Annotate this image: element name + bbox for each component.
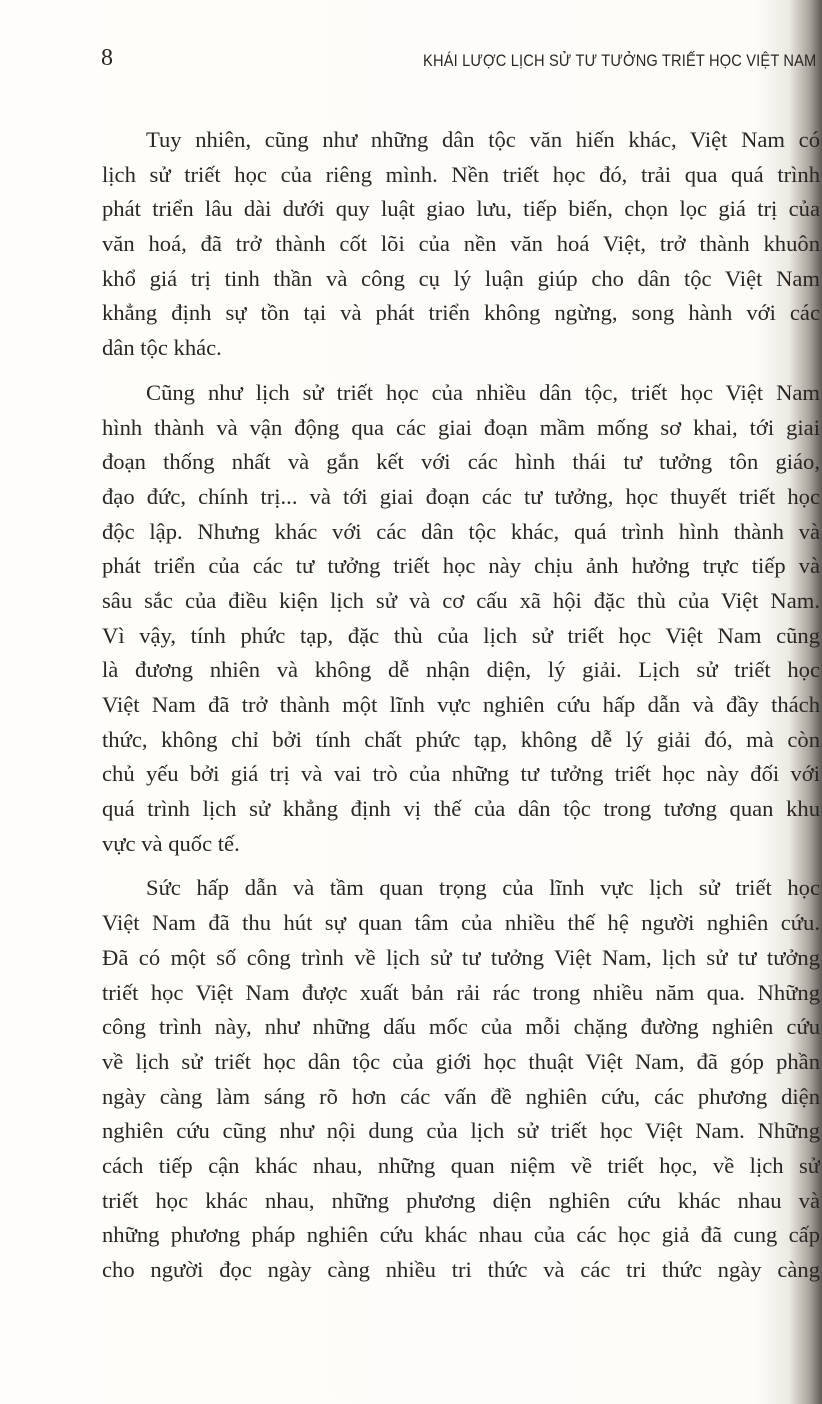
body-text bbox=[102, 123, 820, 1298]
text-line: Cũng như lịch sử triết học của nhiều dân tộc, triết học Việt Nam bbox=[146, 379, 820, 405]
text-line: vực và quốc tế. bbox=[102, 830, 240, 856]
text-line: nghiên cứu cũng như nội dung của lịch sử triết học Việt Nam. Những bbox=[102, 1118, 820, 1144]
text-line: quá trình lịch sử khẳng định vị thế của dân tộc trong tương quan khu bbox=[102, 796, 820, 822]
paragraph-2 bbox=[102, 376, 820, 862]
text-line: Tuy nhiên, cũng như những dân tộc văn hiến khác, Việt Nam có bbox=[146, 127, 820, 152]
text-line: những phương pháp nghiên cứu khác nhau của các học giả đã cung cấp bbox=[102, 1222, 820, 1248]
text-line: khổ giá trị tinh thần và công cụ lý luận giúp cho dân tộc Việt Nam bbox=[102, 265, 820, 291]
text-line: khẳng định sự tồn tại và phát triển không ngừng, song hành với các bbox=[102, 300, 820, 326]
text-line: đạo đức, chính trị... và tới giai đoạn các tư tưởng, học thuyết triết học bbox=[102, 483, 820, 509]
text-line: triết học Việt Nam được xuất bản rải rác trong nhiều năm qua. Những bbox=[102, 979, 820, 1005]
text-line: hình thành và vận động qua các giai đoạn mầm mống sơ khai, tới giai bbox=[102, 414, 820, 440]
text-line: Đã có một số công trình về lịch sử tư tưởng Việt Nam, lịch sử tư tưởng bbox=[102, 944, 820, 970]
text-line: cho người đọc ngày càng nhiều tri thức và các tri thức ngày càng bbox=[102, 1257, 820, 1282]
text-line: công trình này, như những dấu mốc của mỗi chặng đường nghiên cứu bbox=[102, 1014, 820, 1040]
text-line: chủ yếu bởi giá trị và vai trò của những tư tưởng triết học này đối với bbox=[102, 761, 820, 787]
text-line: dân tộc khác. bbox=[102, 335, 222, 361]
text-line: phát triển lâu dài dưới quy luật giao lưu, tiếp biến, chọn lọc giá trị của bbox=[102, 196, 820, 222]
paragraph-1 bbox=[102, 123, 820, 366]
text-line: cách tiếp cận khác nhau, những quan niệm về triết học, về lịch sử bbox=[102, 1152, 820, 1178]
text-line: độc lập. Nhưng khác với các dân tộc khác, quá trình hình thành và bbox=[102, 518, 820, 544]
text-line: đoạn thống nhất và gắn kết với các hình thái tư tưởng tôn giáo, bbox=[102, 449, 820, 475]
text-line: phát triển của các tư tưởng triết học này chịu ảnh hưởng trực tiếp và bbox=[102, 553, 820, 579]
paragraph-3 bbox=[102, 871, 820, 1287]
text-line: ngày càng làm sáng rõ hơn các vấn đề nghiên cứu, các phương diện bbox=[102, 1083, 820, 1109]
running-title: KHÁI LƯỢC LỊCH SỬ TƯ TƯỞNG TRIẾT HỌC VIỆT NAM bbox=[422, 51, 816, 70]
text-line: Việt Nam đã trở thành một lĩnh vực nghiên cứu hấp dẫn và đầy thách bbox=[102, 692, 820, 717]
text-line: Việt Nam đã thu hút sự quan tâm của nhiều thế hệ người nghiên cứu. bbox=[102, 910, 820, 936]
text-line: Sức hấp dẫn và tầm quan trọng của lĩnh vực lịch sử triết học bbox=[146, 875, 820, 901]
text-line: về lịch sử triết học dân tộc của giới học thuật Việt Nam, đã góp phần bbox=[102, 1048, 820, 1074]
text-line: là đương nhiên và không dễ nhận diện, lý giải. Lịch sử triết học bbox=[102, 657, 820, 683]
text-line: Vì vậy, tính phức tạp, đặc thù của lịch sử triết học Việt Nam cũng bbox=[102, 622, 820, 648]
text-line: sâu sắc của điều kiện lịch sử và cơ cấu xã hội đặc thù của Việt Nam. bbox=[102, 587, 820, 613]
page-number: 8 bbox=[101, 45, 113, 71]
text-line: lịch sử triết học của riêng mình. Nền triết học đó, trải qua quá trình bbox=[102, 161, 820, 187]
text-line: văn hoá, đã trở thành cốt lõi của nền văn hoá Việt, trở thành khuôn bbox=[102, 231, 820, 257]
text-line: thức, không chỉ bởi tính chất phức tạp, không dễ lý giải đó, mà còn bbox=[102, 726, 820, 752]
text-line: triết học khác nhau, những phương diện nghiên cứu khác nhau và bbox=[102, 1187, 820, 1213]
